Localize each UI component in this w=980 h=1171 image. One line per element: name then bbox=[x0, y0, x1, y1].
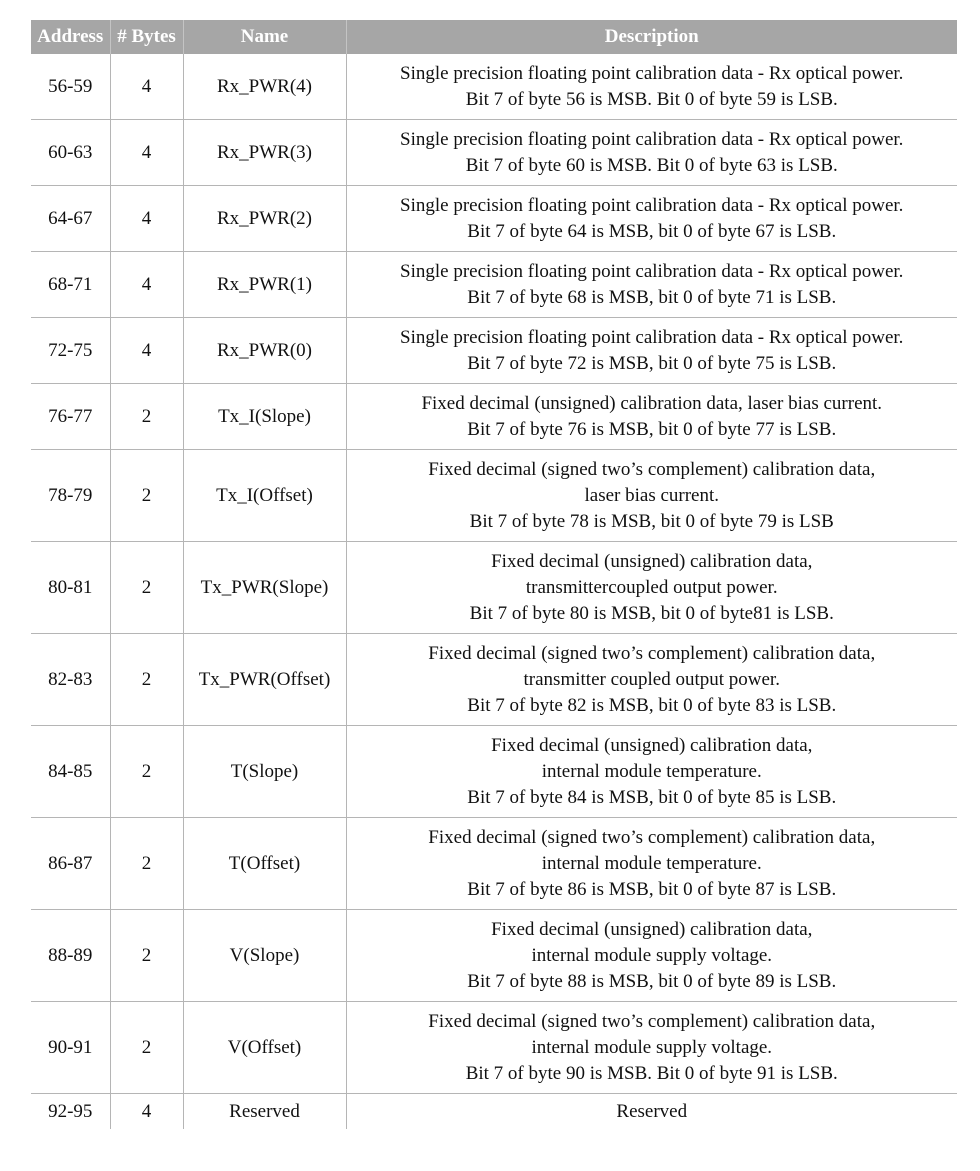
table-row bbox=[31, 120, 957, 186]
table-row bbox=[31, 726, 957, 818]
cell-bytes: 4 bbox=[110, 186, 183, 252]
description-line: Bit 7 of byte 64 is MSB, bit 0 of byte 67 is LSB. bbox=[467, 220, 837, 242]
table-row bbox=[31, 910, 957, 1002]
table-row bbox=[31, 634, 957, 726]
table-row bbox=[31, 318, 957, 384]
cell-name: Tx_I(Offset) bbox=[183, 450, 346, 542]
cell-bytes: 4 bbox=[110, 120, 183, 186]
table-row bbox=[31, 186, 957, 252]
cell-bytes: 2 bbox=[110, 384, 183, 450]
table-row bbox=[31, 384, 957, 450]
description-line: Bit 7 of byte 86 is MSB, bit 0 of byte 87 is LSB. bbox=[467, 878, 837, 900]
cell-description bbox=[346, 910, 957, 1002]
table-row bbox=[31, 252, 957, 318]
cell-bytes: 4 bbox=[110, 54, 183, 120]
description-line: Bit 7 of byte 56 is MSB. Bit 0 of byte 59 is LSB. bbox=[465, 88, 838, 110]
cell-address: 56-59 bbox=[31, 54, 110, 120]
description-line: Fixed decimal (signed two’s complement) calibration data, bbox=[428, 826, 876, 848]
cell-address: 92-95 bbox=[31, 1094, 110, 1130]
cell-name: Rx_PWR(0) bbox=[183, 318, 346, 384]
cell-bytes: 2 bbox=[110, 910, 183, 1002]
register-map-table-container bbox=[31, 20, 957, 1129]
description-line: Bit 7 of byte 76 is MSB, bit 0 of byte 77 is LSB. bbox=[467, 418, 837, 440]
description-line: Fixed decimal (unsigned) calibration data, laser bias current. bbox=[421, 392, 883, 414]
table-row bbox=[31, 1002, 957, 1094]
description-line: Bit 7 of byte 84 is MSB, bit 0 of byte 85 is LSB. bbox=[467, 786, 837, 808]
cell-address: 78-79 bbox=[31, 450, 110, 542]
cell-description bbox=[346, 186, 957, 252]
cell-address: 76-77 bbox=[31, 384, 110, 450]
description-line: laser bias current. bbox=[584, 484, 720, 506]
cell-description bbox=[346, 542, 957, 634]
description-line: internal module temperature. bbox=[541, 760, 762, 782]
cell-address: 64-67 bbox=[31, 186, 110, 252]
cell-description bbox=[346, 318, 957, 384]
header-description: Description bbox=[346, 20, 957, 54]
description-line: Bit 7 of byte 72 is MSB, bit 0 of byte 75 is LSB. bbox=[467, 352, 837, 374]
description-line: transmitter coupled output power. bbox=[523, 668, 780, 690]
table-row bbox=[31, 542, 957, 634]
cell-description bbox=[346, 1002, 957, 1094]
header-bytes: # Bytes bbox=[110, 20, 183, 54]
cell-name: Reserved bbox=[183, 1094, 346, 1130]
cell-description bbox=[346, 384, 957, 450]
description-line: Bit 7 of byte 60 is MSB. Bit 0 of byte 63 is LSB. bbox=[465, 154, 838, 176]
table-row bbox=[31, 54, 957, 120]
cell-name: T(Slope) bbox=[183, 726, 346, 818]
cell-description bbox=[346, 634, 957, 726]
cell-name: Tx_I(Slope) bbox=[183, 384, 346, 450]
cell-name: Tx_PWR(Offset) bbox=[183, 634, 346, 726]
cell-name: Rx_PWR(1) bbox=[183, 252, 346, 318]
description-line: Fixed decimal (signed two’s complement) calibration data, bbox=[428, 642, 876, 664]
header-name: Name bbox=[183, 20, 346, 54]
cell-address: 86-87 bbox=[31, 818, 110, 910]
cell-address: 88-89 bbox=[31, 910, 110, 1002]
description-line: Bit 7 of byte 88 is MSB, bit 0 of byte 89 is LSB. bbox=[467, 970, 837, 992]
description-line: Reserved bbox=[616, 1100, 688, 1122]
table-header bbox=[31, 20, 957, 54]
cell-description bbox=[346, 726, 957, 818]
cell-description bbox=[346, 818, 957, 910]
cell-address: 68-71 bbox=[31, 252, 110, 318]
description-line: Single precision floating point calibration data - Rx optical power. bbox=[400, 128, 904, 150]
header-address: Address bbox=[31, 20, 110, 54]
description-line: Fixed decimal (unsigned) calibration data, bbox=[491, 734, 813, 756]
cell-name: V(Slope) bbox=[183, 910, 346, 1002]
header-row bbox=[31, 20, 957, 54]
cell-bytes: 2 bbox=[110, 450, 183, 542]
cell-address: 60-63 bbox=[31, 120, 110, 186]
cell-name: Tx_PWR(Slope) bbox=[183, 542, 346, 634]
cell-name: V(Offset) bbox=[183, 1002, 346, 1094]
cell-address: 82-83 bbox=[31, 634, 110, 726]
description-line: Bit 7 of byte 90 is MSB. Bit 0 of byte 91 is LSB. bbox=[465, 1062, 838, 1084]
table-row bbox=[31, 1094, 957, 1130]
cell-description bbox=[346, 1094, 957, 1130]
description-line: Bit 7 of byte 80 is MSB, bit 0 of byte81 is LSB. bbox=[469, 602, 834, 624]
cell-bytes: 4 bbox=[110, 318, 183, 384]
table-body bbox=[31, 54, 957, 1129]
description-line: internal module temperature. bbox=[541, 852, 762, 874]
table-row bbox=[31, 450, 957, 542]
description-line: Fixed decimal (signed two’s complement) calibration data, bbox=[428, 1010, 876, 1032]
description-line: internal module supply voltage. bbox=[531, 1036, 773, 1058]
cell-address: 80-81 bbox=[31, 542, 110, 634]
table-row bbox=[31, 818, 957, 910]
description-line: Single precision floating point calibration data - Rx optical power. bbox=[400, 260, 904, 282]
cell-address: 72-75 bbox=[31, 318, 110, 384]
cell-address: 90-91 bbox=[31, 1002, 110, 1094]
cell-name: Rx_PWR(4) bbox=[183, 54, 346, 120]
description-line: transmittercoupled output power. bbox=[525, 576, 778, 598]
cell-name: Rx_PWR(2) bbox=[183, 186, 346, 252]
description-line: Bit 7 of byte 78 is MSB, bit 0 of byte 79 is LSB bbox=[469, 510, 834, 532]
description-line: Fixed decimal (signed two’s complement) calibration data, bbox=[428, 458, 876, 480]
description-line: Single precision floating point calibration data - Rx optical power. bbox=[400, 326, 904, 348]
cell-description bbox=[346, 252, 957, 318]
cell-name: Rx_PWR(3) bbox=[183, 120, 346, 186]
cell-description bbox=[346, 54, 957, 120]
description-line: Bit 7 of byte 68 is MSB, bit 0 of byte 71 is LSB. bbox=[467, 286, 837, 308]
cell-address: 84-85 bbox=[31, 726, 110, 818]
cell-bytes: 4 bbox=[110, 252, 183, 318]
cell-description bbox=[346, 120, 957, 186]
cell-name: T(Offset) bbox=[183, 818, 346, 910]
cell-bytes: 2 bbox=[110, 726, 183, 818]
cell-bytes: 2 bbox=[110, 542, 183, 634]
cell-bytes: 4 bbox=[110, 1094, 183, 1130]
cell-description bbox=[346, 450, 957, 542]
cell-bytes: 2 bbox=[110, 634, 183, 726]
register-map-table bbox=[31, 20, 957, 1129]
cell-bytes: 2 bbox=[110, 1002, 183, 1094]
description-line: Bit 7 of byte 82 is MSB, bit 0 of byte 83 is LSB. bbox=[467, 694, 837, 716]
description-line: internal module supply voltage. bbox=[531, 944, 773, 966]
description-line: Fixed decimal (unsigned) calibration data, bbox=[491, 550, 813, 572]
cell-bytes: 2 bbox=[110, 818, 183, 910]
description-line: Single precision floating point calibration data - Rx optical power. bbox=[400, 62, 904, 84]
description-line: Single precision floating point calibration data - Rx optical power. bbox=[400, 194, 904, 216]
description-line: Fixed decimal (unsigned) calibration data, bbox=[491, 918, 813, 940]
